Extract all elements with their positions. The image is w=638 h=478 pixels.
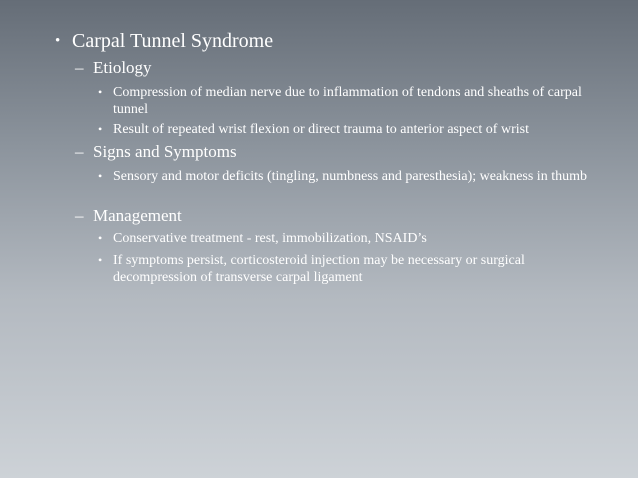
dash-icon: – [75,206,84,225]
dash-icon: – [75,58,84,77]
list-item-text: Conservative treatment - rest, immobilization, NSAID’s [113,231,427,246]
section-title: Etiology [93,58,152,77]
list-item-text: Result of repeated wrist flexion or direct trauma to anterior aspect of wrist [113,122,529,137]
bullet-icon: • [98,85,103,99]
bullet-icon: • [98,122,103,136]
list-item [98,230,598,247]
list-item [98,168,598,185]
bullet-icon: • [98,253,103,267]
dash-icon: – [75,142,84,161]
list-item-text: Sensory and motor deficits (tingling, numbness and paresthesia); weakness in thumb [113,169,587,184]
list-item-text: If symptoms persist, corticosteroid injection may be necessary or surgical decompression of transverse carpal ligament [113,253,525,285]
bullet-icon: • [55,33,61,49]
list-item [98,84,598,118]
bullet-icon: • [98,169,103,183]
section-title: Management [93,206,182,225]
section-title: Signs and Symptoms [93,142,237,161]
slide-heading: Carpal Tunnel Syndrome [72,30,274,52]
list-item-text: Compression of median nerve due to inflammation of tendons and sheaths of carpal tunnel [113,85,582,117]
bullet-icon: • [98,231,103,245]
list-item [98,252,598,286]
list-item [98,121,598,138]
